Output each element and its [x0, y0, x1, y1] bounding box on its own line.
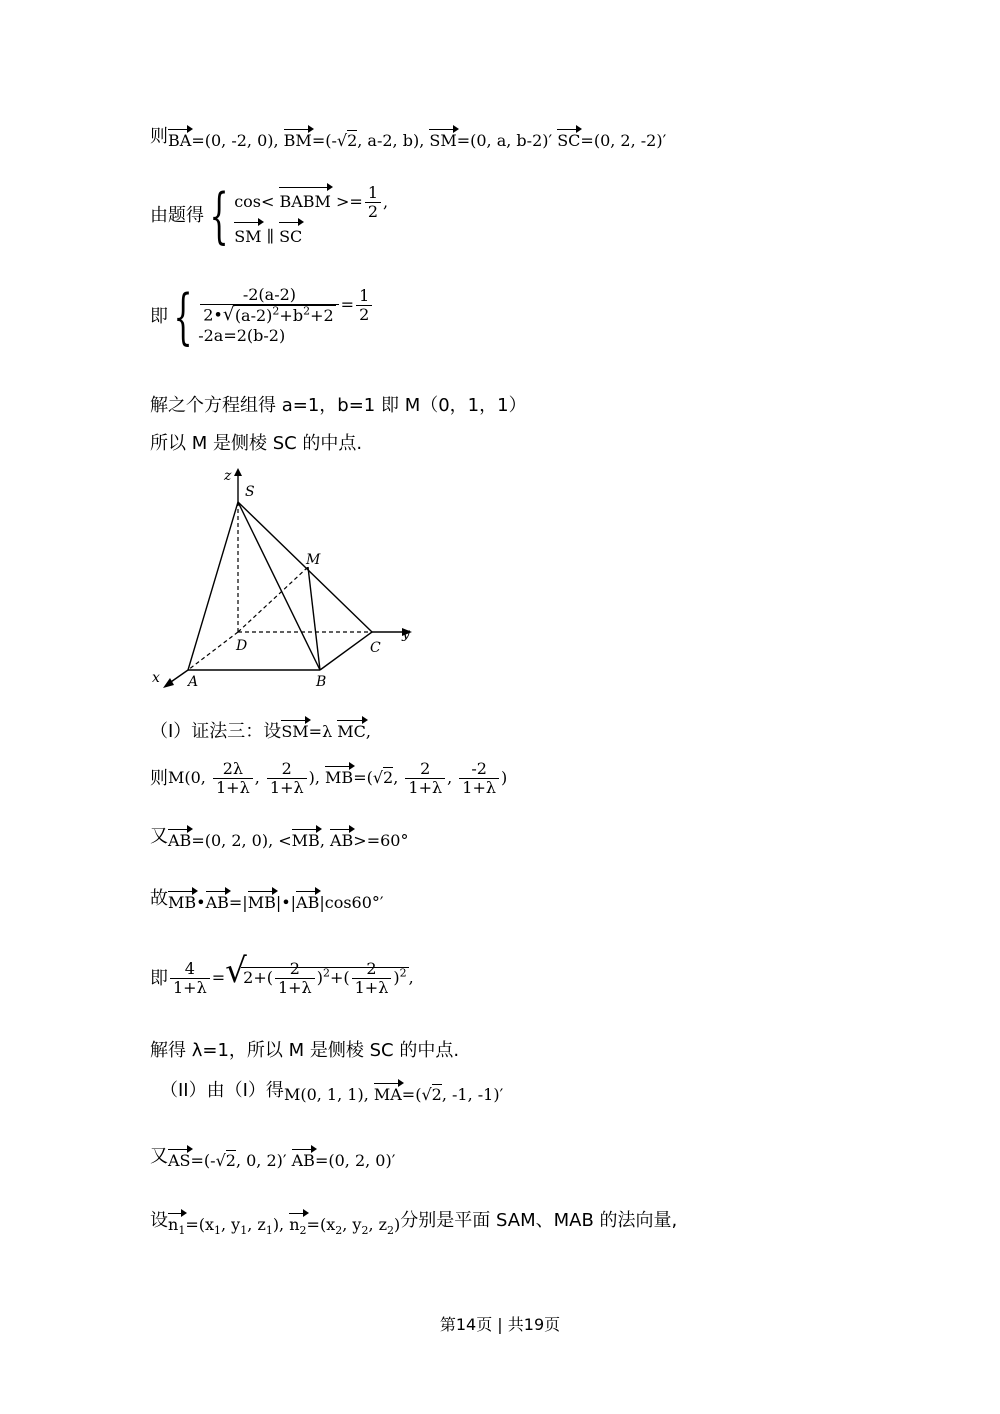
line-8: 又AB=(0, 2, 0), <MB, AB>=60° — [150, 826, 409, 850]
lead-text: 则 — [150, 126, 168, 147]
line-12: （II）由（I）得M(0, 1, 1), MA=(√2, -1, -1)′ — [160, 1080, 504, 1104]
brace-icon: { — [173, 281, 193, 352]
svg-text:z: z — [224, 468, 232, 484]
line-10: 即 $\frac{4}{1+\lambda}$ = √ 2+( $\frac{2}{1+\lambda}$ )$^2$+( $\frac{2}{1+\lambda}$ )$^2$ , — [150, 951, 414, 998]
line-3: 即{ -2(a-2) 2• √ $(a-2)^2+b^2+2$ = $\frac{1}{2}$ -2a=2(b-2) — [150, 286, 374, 348]
equation-b: -2a=2(b-2) — [198, 326, 286, 346]
svg-text:C: C — [370, 640, 381, 656]
pyramid-figure — [150, 462, 430, 701]
svg-text:y: y — [402, 626, 410, 642]
system-1: cos< BABM >= $\frac{1}{2}$ , SM ∥ SC — [234, 184, 388, 248]
system-2: -2(a-2) 2• √ $(a-2)^2+b^2+2$ = $\frac{1}{2}$ -2a=2(b-2) — [198, 286, 374, 348]
pyramid-diagram — [150, 462, 430, 697]
svg-text:A: A — [188, 674, 199, 690]
line-5: 所以 M 是侧棱 SC 的中点. — [150, 433, 363, 454]
svg-text:B: B — [316, 674, 327, 690]
svg-text:S: S — [245, 484, 255, 500]
line-2: 由题得{ cos< BABM >= $\frac{1}{2}$ , SM ∥ SC — [150, 181, 389, 252]
line-13: 又AS=(-√2, 0, 2)′ AB=(0, 2, 0)′ — [150, 1146, 396, 1170]
svg-text:x: x — [152, 670, 160, 686]
svg-text:D: D — [236, 638, 248, 654]
page-footer: 第14页 | 共19页 — [439, 1315, 561, 1334]
line-9: 故MB•AB=|MB|•|AB|cos60°′ — [150, 888, 384, 912]
vector-equations-1: BA=(0, -2, 0), BM=(-√2, a-2, b), SM=(0, a, b-2)′ SC=(0, 2, -2)′ — [168, 131, 667, 150]
svg-text:M: M — [306, 552, 321, 568]
line-7: 则M(0, $\frac{2\lambda}{1+\lambda}$ , $\frac{2}{1+\lambda}$ ), MB=(√2, $\frac{2}{1+\lambda}$ , $\frac{-2}{1+\lambda}$ ) — [150, 759, 508, 798]
brace-icon: { — [209, 181, 229, 252]
line-1 — [150, 128, 666, 150]
line-14: 设$n_1=(x_1$, $y_1$, $z_1$), $n_2=(x_2$, $y_2$, $z_2$)分别是平面 SAM、MAB 的法向量, — [150, 1210, 678, 1238]
line-4: 解之个方程组得 a=1，b=1 即 M（0，1，1） — [150, 395, 527, 416]
cos-expression: cos< BABM >= — [234, 192, 363, 211]
line-6: （I）证法三：设SM=λ MC, — [150, 721, 372, 742]
line-11: 解得 λ=1，所以 M 是侧棱 SC 的中点. — [150, 1040, 460, 1061]
